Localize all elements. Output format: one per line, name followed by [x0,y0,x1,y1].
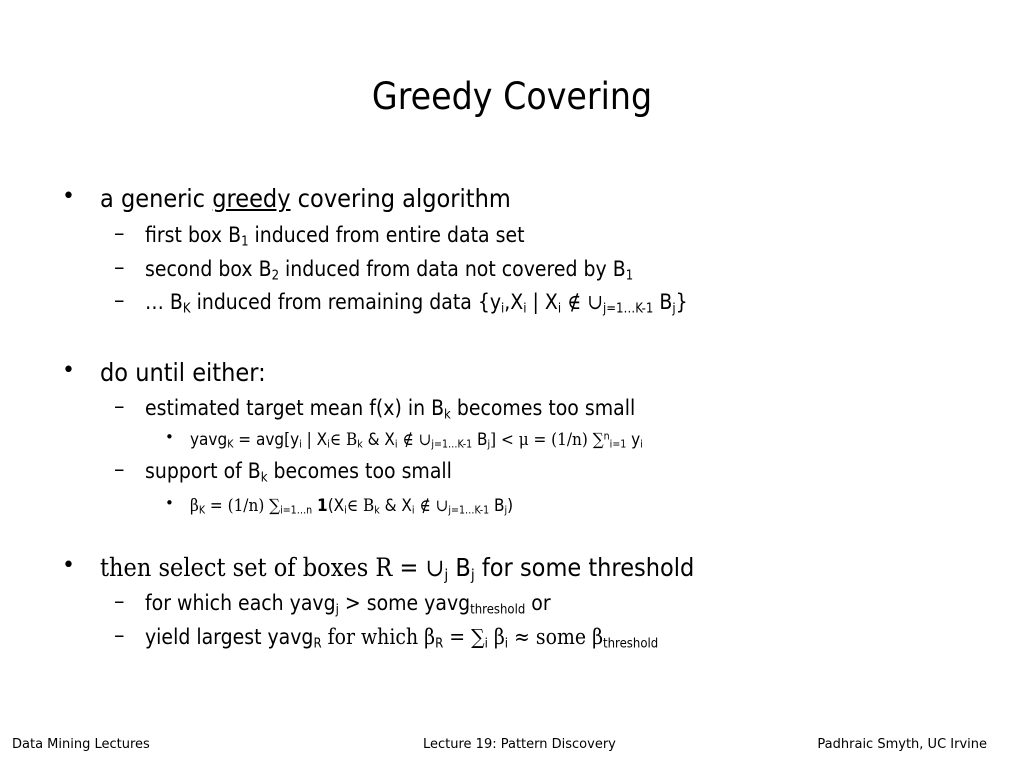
dash-icon: – [114,623,125,647]
footer-course: Data Mining Lectures [12,737,150,752]
footer-author: Padhraic Smyth, UC Irvine [817,737,987,752]
dash-icon: – [114,288,125,312]
bullet-icon: • [165,428,174,446]
sub-bullet-each-yavg: for which each yavg$_j$ > some yavg$_{threshold}$ or [145,591,551,618]
sub-bullet-target-mean: estimated target mean f(x) in $B_k$ becomes too small [145,396,636,423]
slide-title: Greedy Covering [371,75,653,118]
bullet-icon: • [62,358,75,383]
bullet-icon: • [62,184,75,209]
bullet-generic-greedy: a generic greedy covering algorithm [100,184,511,213]
footer-lecture: Lecture 19: Pattern Discovery [423,737,616,752]
dash-icon: – [114,255,125,279]
sub-sub-bullet-yavg-formula: yavg$_K$ = $avg[y_i$ | $X_i\in$ $B_k$ & $X_i$ ∉ $\cup_{j=1\dots K-1}$ $B_j] < \mu = (1/n)$ ∑$^n_{i=1}$ $y_i$ [190,430,643,451]
bullet-icon: • [62,553,75,578]
sub-bullet-first-box: first box $B_1$ induced from entire data set [145,223,525,250]
dash-icon: – [114,457,125,481]
greedy-underlined: greedy [212,184,291,213]
sub-bullet-largest-yavg: yield largest yavg$_R$ for which $\beta_R = \sum_i$ $\beta_i$ ≈ some $\beta_{threshold}$ [145,625,659,652]
bullet-do-until: do until either: [100,358,266,387]
dash-icon: – [114,589,125,613]
sub-sub-bullet-beta-formula: $\beta_K = (1/n)$ $\sum_{i=1\dots n}$ $1(X_i\in$ $B_k$ & $X_i$ ∉ $\cup_{j=1\dots K-1}$ $B_j$) [190,496,514,517]
dash-icon: – [114,394,125,418]
dash-icon: – [114,221,125,245]
sub-bullet-support: support of $B_k$ becomes too small [145,459,452,486]
bullet-select-boxes: then select set of boxes $R = \cup_j$ $B_j$ for some threshold [100,553,695,584]
sub-bullet-second-box: second box $B_2$ induced from data not covered by $B_1$ [145,257,634,284]
bullet-icon: • [165,494,174,512]
sub-bullet-kth-box: … $B_K$ induced from remaining data {$y_i,X_i$ | $X_i$ ∉ $\cup_{j=1\dots K-1}$ $B_j$} [145,290,688,317]
